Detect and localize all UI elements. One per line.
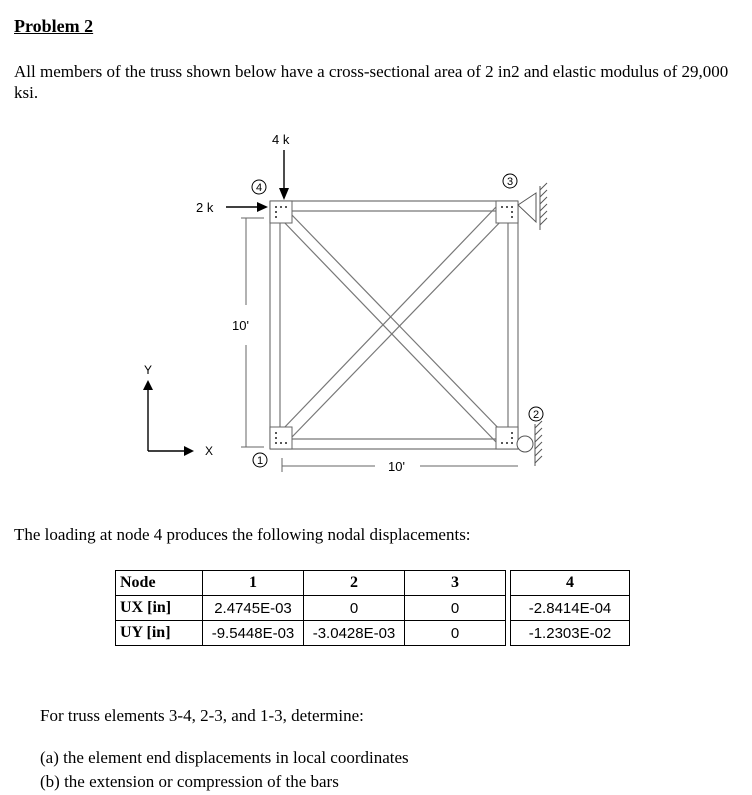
parts-list: [40, 746, 409, 794]
row-label-ux: UX [in]: [116, 596, 203, 621]
header-col-1: 1: [203, 571, 304, 596]
header-node: Node: [116, 571, 203, 596]
dimension-label-vertical: 10': [232, 318, 249, 333]
truss-frame: [270, 201, 518, 449]
table-cell: 0: [304, 596, 405, 621]
node-label-4: [252, 180, 266, 194]
table-cell: 2.4745E-03: [203, 596, 304, 621]
svg-text:4: 4: [255, 182, 263, 194]
node-label-2: [529, 407, 543, 421]
part-b: (b) the extension or compression of the bars: [40, 772, 339, 791]
table-cell: -3.0428E-03: [304, 621, 405, 646]
table-row: [116, 621, 630, 646]
axes-icon: [148, 385, 186, 451]
load-label-vertical: 4 k: [272, 132, 290, 147]
header-col-3: 3: [405, 571, 506, 596]
table-cell: -1.2303E-02: [511, 621, 630, 646]
row-label-uy: UY [in]: [116, 621, 203, 646]
axis-label-y: Y: [144, 363, 153, 377]
axis-label-x: X: [205, 444, 214, 458]
load-arrow-horizontal: [226, 202, 268, 212]
node-label-3: [503, 174, 517, 188]
displacement-table: [115, 570, 630, 646]
bolt-dots: [275, 206, 513, 444]
part-a: (a) the element end displacements in local coordinates: [40, 748, 409, 767]
pin-support: [518, 183, 547, 230]
problem-intro: All members of the truss shown below have a cross-sectional area of 2 in2 and elastic modulus of 29,000 ksi.: [14, 62, 729, 102]
determine-text: For truss elements 3-4, 2-3, and 1-3, determine:: [40, 706, 364, 725]
svg-text:1: 1: [256, 455, 264, 467]
gusset-plates: [270, 201, 518, 449]
problem-heading: Problem 2: [14, 16, 94, 36]
table-header-row: [116, 571, 630, 596]
svg-text:2: 2: [532, 409, 540, 421]
header-col-2: 2: [304, 571, 405, 596]
load-arrow-vertical: [279, 150, 289, 200]
table-cell: -9.5448E-03: [203, 621, 304, 646]
table-cell: 0: [405, 621, 506, 646]
table-cell: 0: [405, 596, 506, 621]
header-col-4: 4: [511, 571, 630, 596]
dimension-label-horizontal: 10': [388, 459, 405, 474]
svg-text:3: 3: [506, 176, 514, 188]
roller-support: [517, 421, 542, 466]
load-label-horizontal: 2 k: [196, 200, 214, 215]
table-row: [116, 596, 630, 621]
loading-text: The loading at node 4 produces the following nodal displacements:: [14, 525, 471, 544]
table-cell: -2.8414E-04: [511, 596, 630, 621]
node-label-1: [253, 453, 267, 467]
